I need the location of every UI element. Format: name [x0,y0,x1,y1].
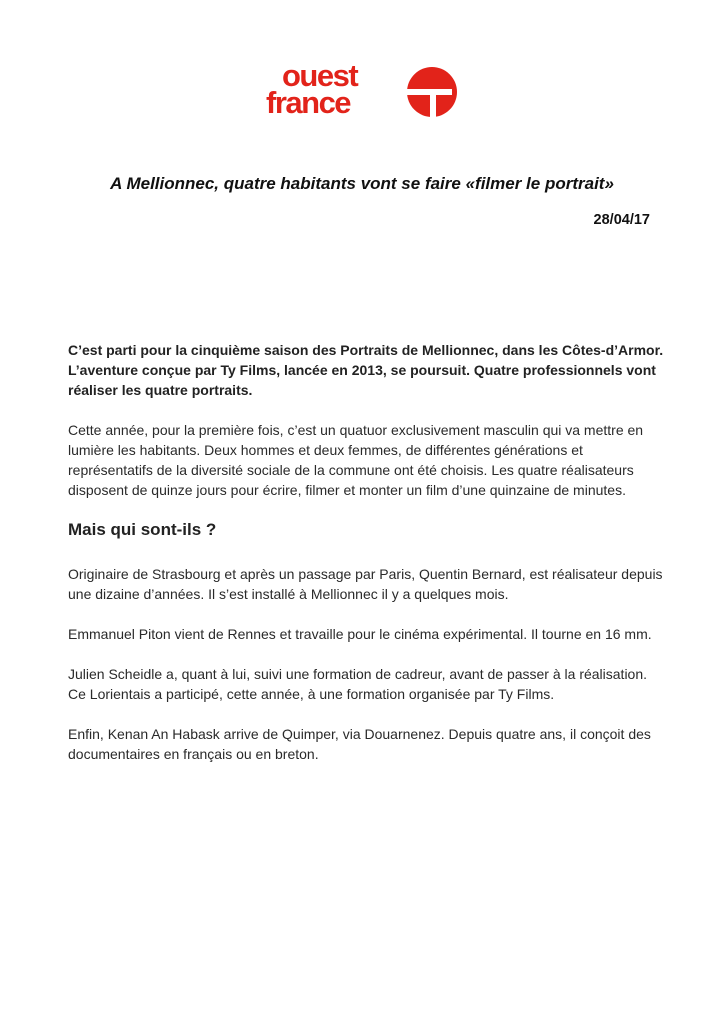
article-paragraph: Enfin, Kenan An Habask arrive de Quimper, via Douarnenez. Depuis quatre ans, il conçoit des documentaires en français ou en breton. [68,726,651,762]
article-paragraph: Originaire de Strasbourg et après un passage par Paris, Quentin Bernard, est réalisateur depuis une dizaine d’années. Il s’est installé à Mellionnec il y a quelques mois. [68,566,663,602]
article-paragraph: Cette année, pour la première fois, c’est un quatuor exclusivement masculin qui va mettre en lumière les habitants. Deux hommes et deux femmes, de différentes générations et représentatifs de la diversité sociale de la commune ont été choisis. Les quatre réalisateurs disposent de quinze jours pour écrire, filmer et monter un film d’une quinzaine de minutes. [68,422,644,498]
ouest-france-emblem-icon [402,66,460,118]
article-subheading: Mais qui sont-ils ? [68,520,217,539]
ouest-france-logo [266,58,462,122]
article-paragraph: Emmanuel Piton vient de Rennes et travaille pour le cinéma expérimental. Il tourne en 16 mm. [68,626,652,642]
logo-wordmark [266,58,358,120]
article-paragraph: Julien Scheidle a, quant à lui, suivi une formation de cadreur, avant de passer à la réalisation. Ce Lorientais a participé, cette année, à une formation organisée par Ty Films. [68,666,648,702]
logo-word-france: france [266,85,351,120]
logo-word-ouest: ouest [282,58,358,93]
publication-date: 28/04/17 [593,212,650,228]
article-lede: C’est parti pour la cinquième saison des Portraits de Mellionnec, dans les Côtes-d’Armor. L’aventure conçue par Ty Films, lancée en 2013, se poursuit. Quatre professionnels vont réaliser les quatre portraits. [68,342,664,398]
article-headline: A Mellionnec, quatre habitants vont se faire «filmer le portrait» [110,174,614,193]
article-body [68,340,668,784]
